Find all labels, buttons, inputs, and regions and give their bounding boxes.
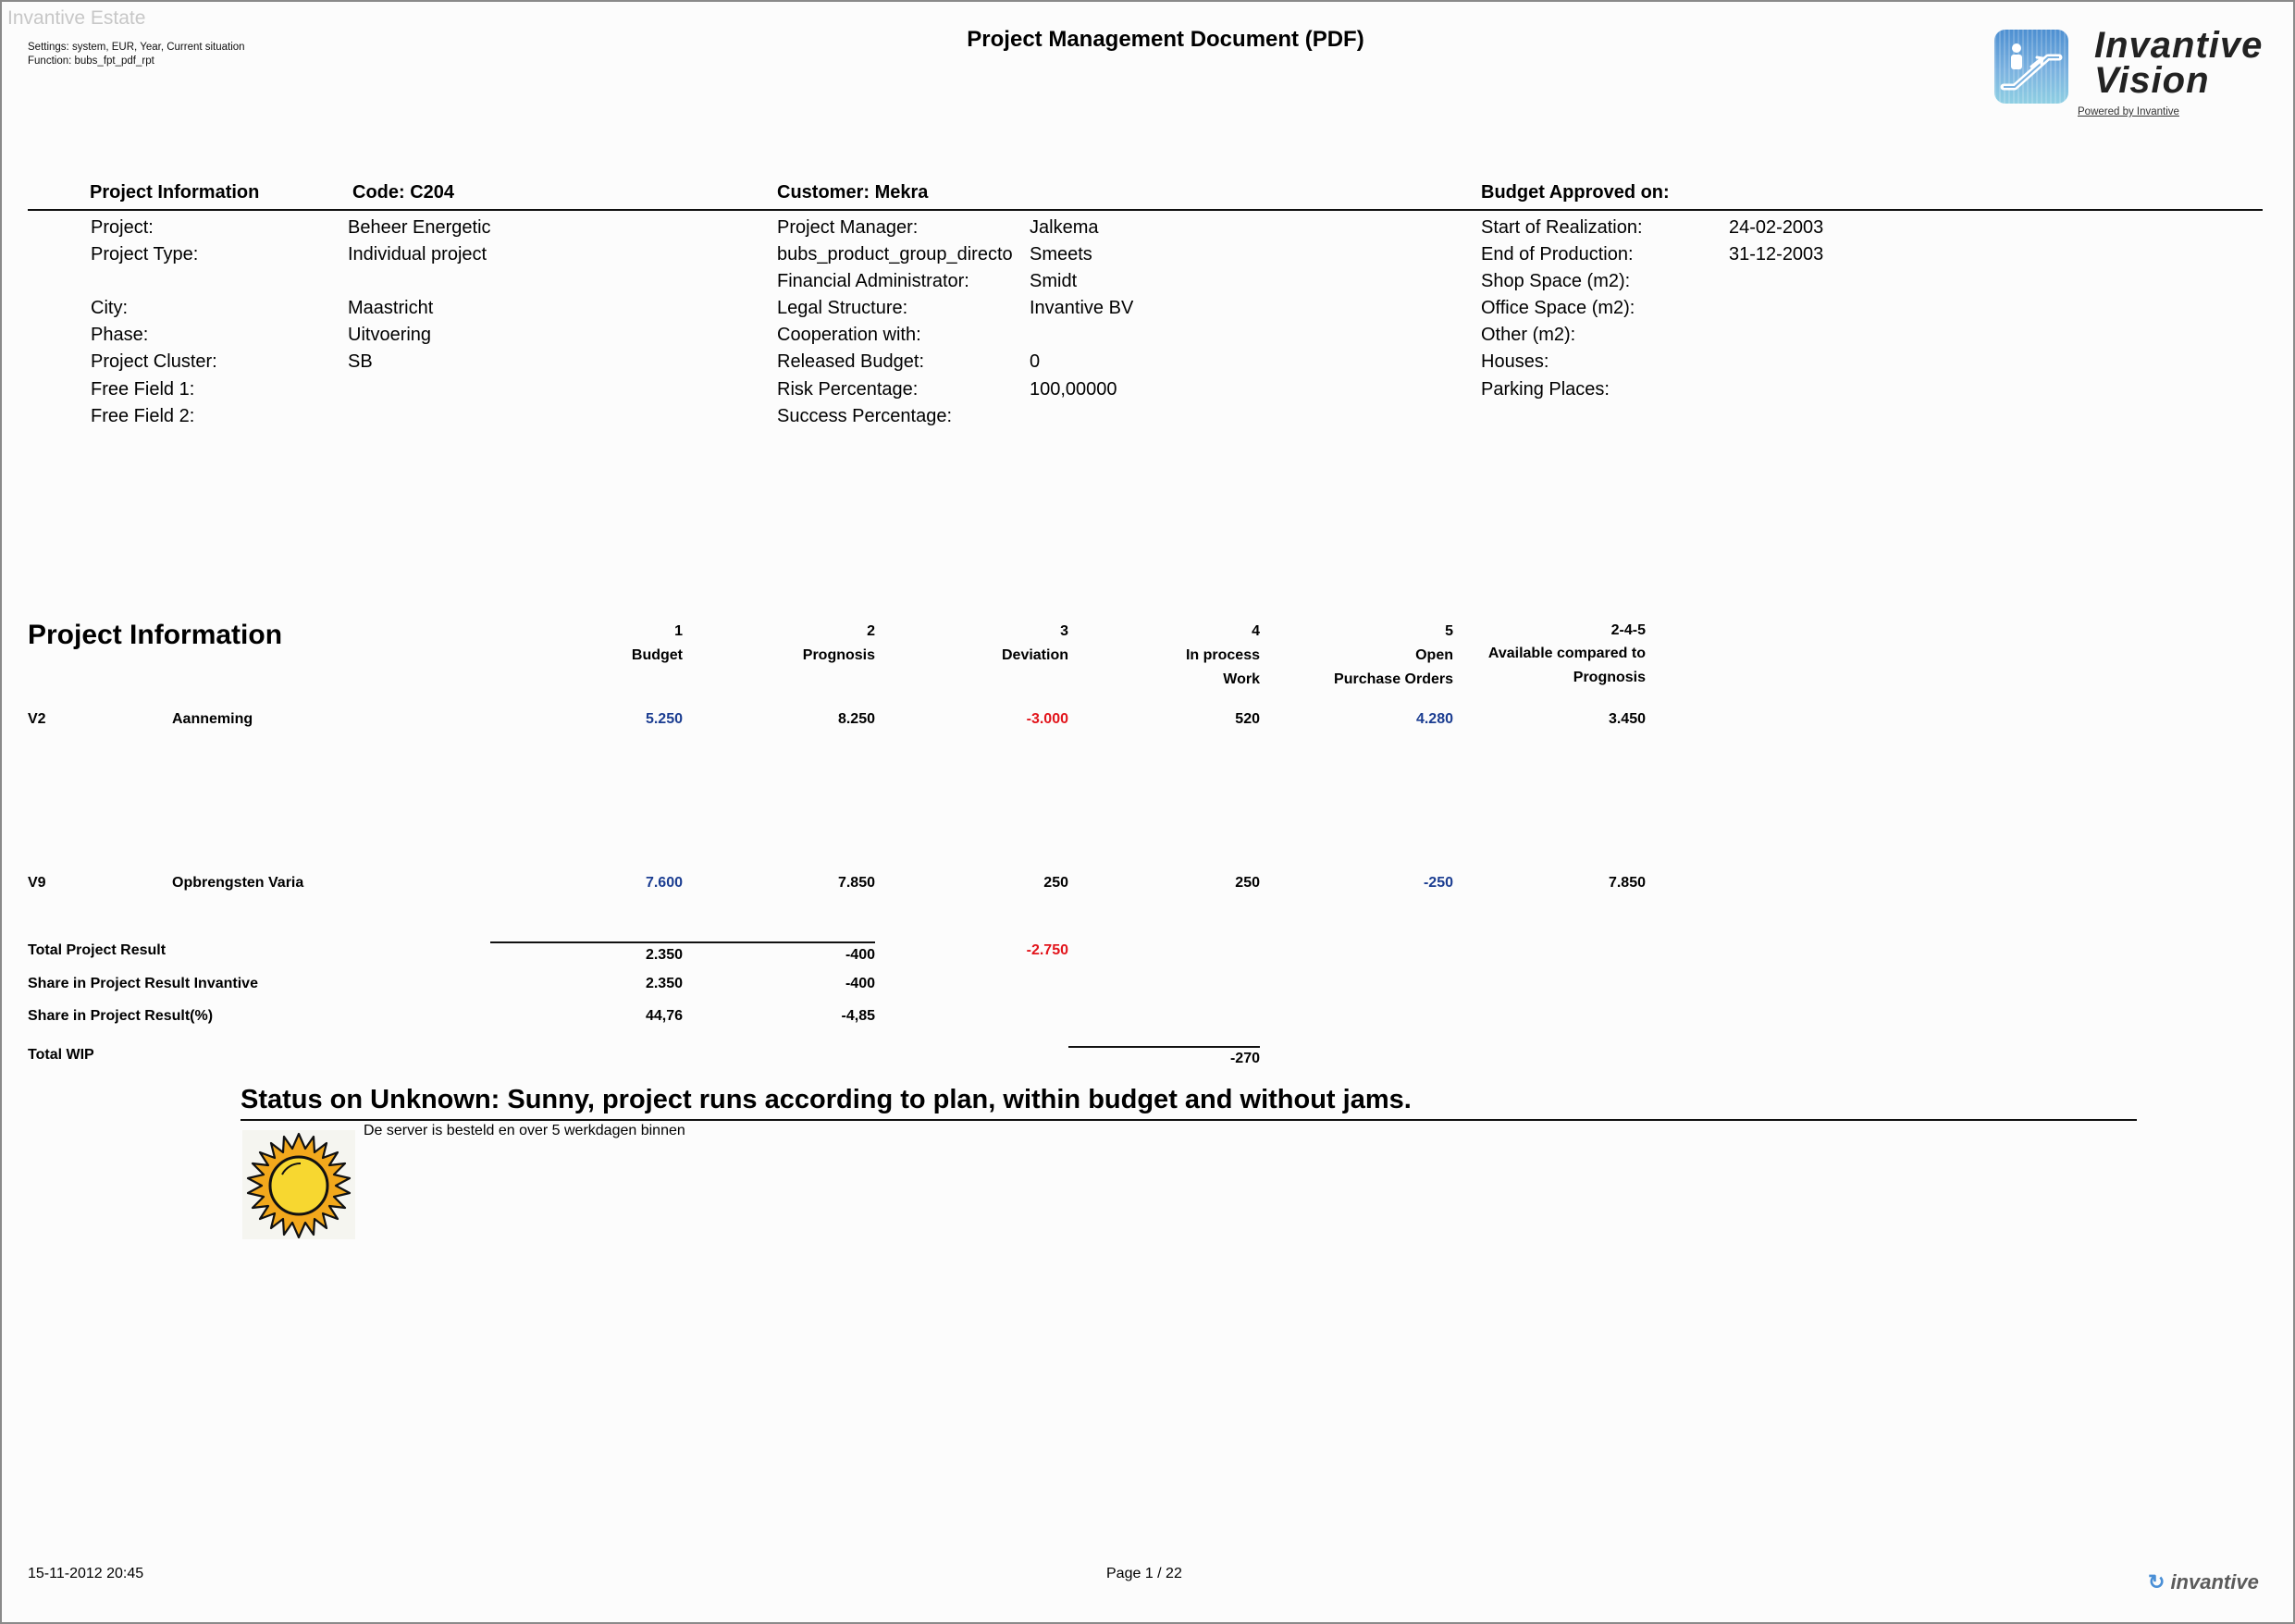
field-value: SB — [348, 351, 373, 372]
header-divider — [28, 209, 2263, 211]
field-label: Project Type: — [91, 244, 199, 265]
field-label: Released Budget: — [777, 351, 925, 372]
cell-in-process: 250 — [1235, 875, 1260, 891]
field-value: Invantive BV — [1030, 298, 1134, 318]
settings-line: Settings: system, EUR, Year, Current situation — [28, 42, 245, 53]
field-value: Maastricht — [348, 298, 434, 318]
powered-by-link[interactable]: Powered by Invantive — [2078, 106, 2179, 117]
cell-in-process: 520 — [1235, 711, 1260, 727]
field-label: Success Percentage: — [777, 406, 952, 426]
field-label: bubs_product_group_directo — [777, 244, 1013, 265]
subtotal-rule — [490, 941, 875, 943]
share-invantive-prognosis: -400 — [845, 976, 875, 991]
total-result-budget: 2.350 — [645, 947, 683, 963]
field-value: Smidt — [1030, 271, 1078, 291]
row-code: V9 — [28, 875, 46, 891]
field-label: Project: — [91, 217, 154, 238]
total-result-label: Total Project Result — [28, 942, 167, 958]
footer-timestamp: 15-11-2012 20:45 — [28, 1566, 144, 1581]
total-result-deviation: -2.750 — [1026, 942, 1068, 958]
cell-prognosis: 8.250 — [837, 711, 875, 727]
status-note: De server is besteld en over 5 werkdagen binnen — [364, 1123, 685, 1138]
field-label: City: — [91, 298, 128, 318]
field-label: Project Manager: — [777, 217, 919, 238]
field-value: Beheer Energetic — [348, 217, 491, 238]
sun-icon — [242, 1130, 355, 1239]
cell-open-po: -250 — [1423, 875, 1453, 891]
share-pct-budget: 44,76 — [645, 1008, 683, 1024]
budget-approved: Budget Approved on: — [1481, 182, 1670, 203]
total-wip-label: Total WIP — [28, 1047, 94, 1063]
logo-wordmark — [2094, 25, 2264, 101]
info-heading: Project Information — [90, 182, 260, 203]
escalator-icon — [1994, 30, 2068, 104]
total-result-prognosis: -400 — [845, 947, 875, 963]
field-value: Smeets — [1030, 244, 1092, 265]
function-line: Function: bubs_fpt_pdf_rpt — [28, 55, 154, 67]
footer-brand-text: invantive — [2170, 1570, 2259, 1593]
refresh-icon: ↻ — [2148, 1570, 2165, 1593]
wip-rule — [1068, 1046, 1260, 1048]
status-divider — [241, 1119, 2137, 1121]
cell-open-po: 4.280 — [1415, 711, 1453, 727]
share-pct-label: Share in Project Result(%) — [28, 1008, 214, 1024]
document-title: Project Management Document (PDF) — [967, 27, 1364, 52]
field-label: Parking Places: — [1481, 379, 1610, 400]
field-label: End of Production: — [1481, 244, 1634, 265]
field-value: Individual project — [348, 244, 487, 265]
field-value: 100,00000 — [1030, 379, 1117, 400]
field-label: Project Cluster: — [91, 351, 217, 372]
field-label: Other (m2): — [1481, 325, 1576, 345]
share-invantive-label: Share in Project Result Invantive — [28, 976, 258, 991]
field-label: Houses: — [1481, 351, 1549, 372]
customer: Customer: Mekra — [777, 182, 929, 203]
cell-available: 3.450 — [1608, 711, 1646, 727]
column-header-open-po: 5 Open Purchase Orders — [1334, 623, 1453, 687]
invantive-vision-logo — [1994, 25, 2272, 120]
field-label: Office Space (m2): — [1481, 298, 1635, 318]
total-wip-in-process: -270 — [1229, 1051, 1260, 1066]
cell-deviation: -3.000 — [1026, 711, 1068, 727]
column-header-prognosis: 2 Prognosis — [802, 623, 875, 663]
column-header-available: 2-4-5 Available compared to Prognosis — [1487, 622, 1646, 685]
row-code: V2 — [28, 711, 46, 727]
logo-line-1: Invantive — [2094, 25, 2264, 66]
cell-budget: 5.250 — [645, 711, 683, 727]
cell-prognosis: 7.850 — [837, 875, 875, 891]
row-name: Opbrengsten Varia — [172, 875, 304, 891]
field-label: Cooperation with: — [777, 325, 921, 345]
project-code: Code: C204 — [352, 182, 455, 203]
field-label: Free Field 2: — [91, 406, 195, 426]
field-value: 31-12-2003 — [1729, 244, 1824, 265]
cell-budget: 7.600 — [645, 875, 683, 891]
field-value: Jalkema — [1030, 217, 1099, 238]
column-header-budget: 1 Budget — [631, 623, 683, 663]
logo-line-2: Vision — [2094, 60, 2210, 101]
column-header-in-process: 4 In process Work — [1185, 623, 1260, 687]
field-label: Legal Structure: — [777, 298, 908, 318]
field-value: Uitvoering — [348, 325, 432, 345]
column-header-deviation: 3 Deviation — [1001, 623, 1068, 663]
cell-available: 7.850 — [1608, 875, 1646, 891]
status-title: Status on Unknown: Sunny, project runs according to plan, within budget and without jams. — [241, 1085, 1412, 1114]
field-label: Start of Realization: — [1481, 217, 1643, 238]
row-name: Aanneming — [172, 711, 253, 727]
footer-brand — [2148, 1570, 2259, 1594]
field-label: Shop Space (m2): — [1481, 271, 1631, 291]
field-label: Free Field 1: — [91, 379, 195, 400]
field-label: Phase: — [91, 325, 149, 345]
footer-page-number: Page 1 / 22 — [1106, 1566, 1182, 1581]
field-label: Risk Percentage: — [777, 379, 919, 400]
field-label: Financial Administrator: — [777, 271, 969, 291]
share-invantive-budget: 2.350 — [645, 976, 683, 991]
field-value: 24-02-2003 — [1729, 217, 1824, 238]
share-pct-prognosis: -4,85 — [841, 1008, 875, 1024]
app-name: Invantive Estate — [7, 7, 146, 29]
field-value: 0 — [1030, 351, 1041, 372]
financial-section-title: Project Information — [28, 620, 283, 650]
cell-deviation: 250 — [1043, 875, 1068, 891]
